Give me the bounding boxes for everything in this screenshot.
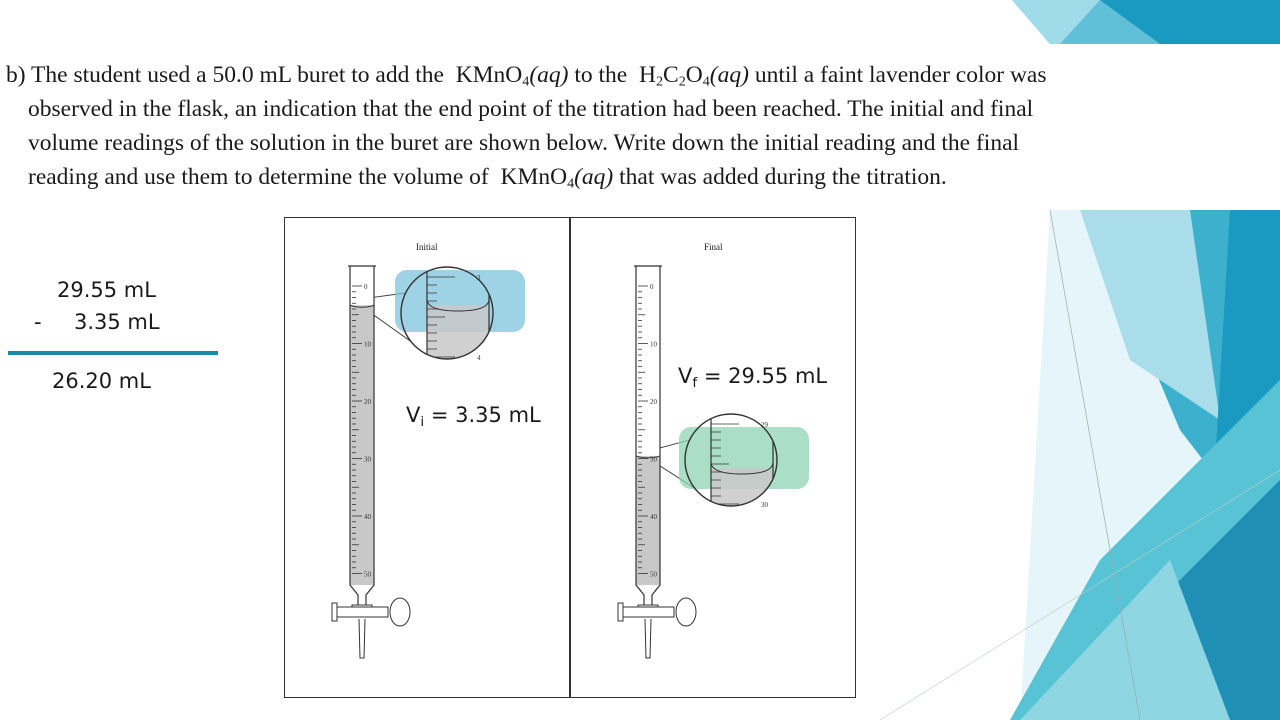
result-volume-value: 26.20 mL: [52, 369, 151, 393]
zoom-tick-label-30: 30: [761, 501, 768, 509]
question-text: b) The student used a 50.0 mL buret to add the KMnO$_4$(aq) to the $H_2C_2O_4(aq)$ until a faint lavender color was observed in the flask, an indication that the end point of the titration had been reached. The initial and final volume readings of the solution in the buret are shown below. Write down the initial reading and the final reading and use them to determine the volume of KMnO$_4$(aq) that was added during the titration.: [6, 62, 1047, 192]
initial-reading: $V_i = 3.35$ mL: [406, 403, 541, 431]
kmno4-formula: KMnO$_4$(aq): [455, 62, 569, 90]
tick-label-0: 0: [650, 283, 654, 291]
stopcock-handle: [390, 598, 410, 626]
calculation-rule: [8, 351, 218, 355]
stopcock-barrel: [622, 607, 674, 617]
tick-label-30: 30: [364, 455, 371, 464]
tick-label-10: 10: [650, 340, 657, 349]
initial-buret-diagram: [285, 218, 569, 697]
tick-label-40: 40: [650, 513, 657, 521]
buret-tip: [359, 619, 365, 658]
initial-volume-value: 3.35 mL: [74, 310, 160, 334]
kmno4-formula: KMnO$_4$(aq): [500, 164, 614, 192]
buret-figure: [284, 217, 856, 698]
minus-sign: -: [34, 310, 42, 334]
final-reading: $V_f = 29.55$ mL: [678, 364, 828, 392]
tick-label-10: 10: [364, 340, 371, 349]
tick-label-30: 30: [650, 455, 657, 464]
tick-label-20: 20: [650, 398, 657, 406]
tick-label-20: 20: [364, 398, 371, 406]
zoom-tick-label-3: 3: [477, 274, 481, 282]
zoom-liquid: [711, 468, 773, 668]
initial-panel-label: Initial: [416, 242, 438, 252]
tick-label-50: 50: [364, 570, 371, 579]
final-volume-value: 29.55 mL: [57, 278, 156, 302]
stopcock-handle: [676, 598, 696, 626]
stopcock-end: [618, 603, 623, 621]
h2c2o4-formula: $H_2C_2O_4(aq)$: [638, 62, 749, 90]
stopcock-barrel: [336, 607, 388, 617]
tick-label-0: 0: [364, 283, 368, 291]
final-buret-diagram: [571, 218, 855, 697]
zoom-tick-label-29: 29: [761, 421, 768, 429]
part-label: b): [6, 62, 26, 88]
zoom-tick-label-4: 4: [477, 354, 481, 362]
stopcock-end: [332, 603, 337, 621]
tick-label-50: 50: [650, 570, 657, 579]
buret-tip: [645, 619, 651, 658]
tick-label-40: 40: [364, 513, 371, 521]
final-panel-label: Final: [704, 242, 723, 252]
